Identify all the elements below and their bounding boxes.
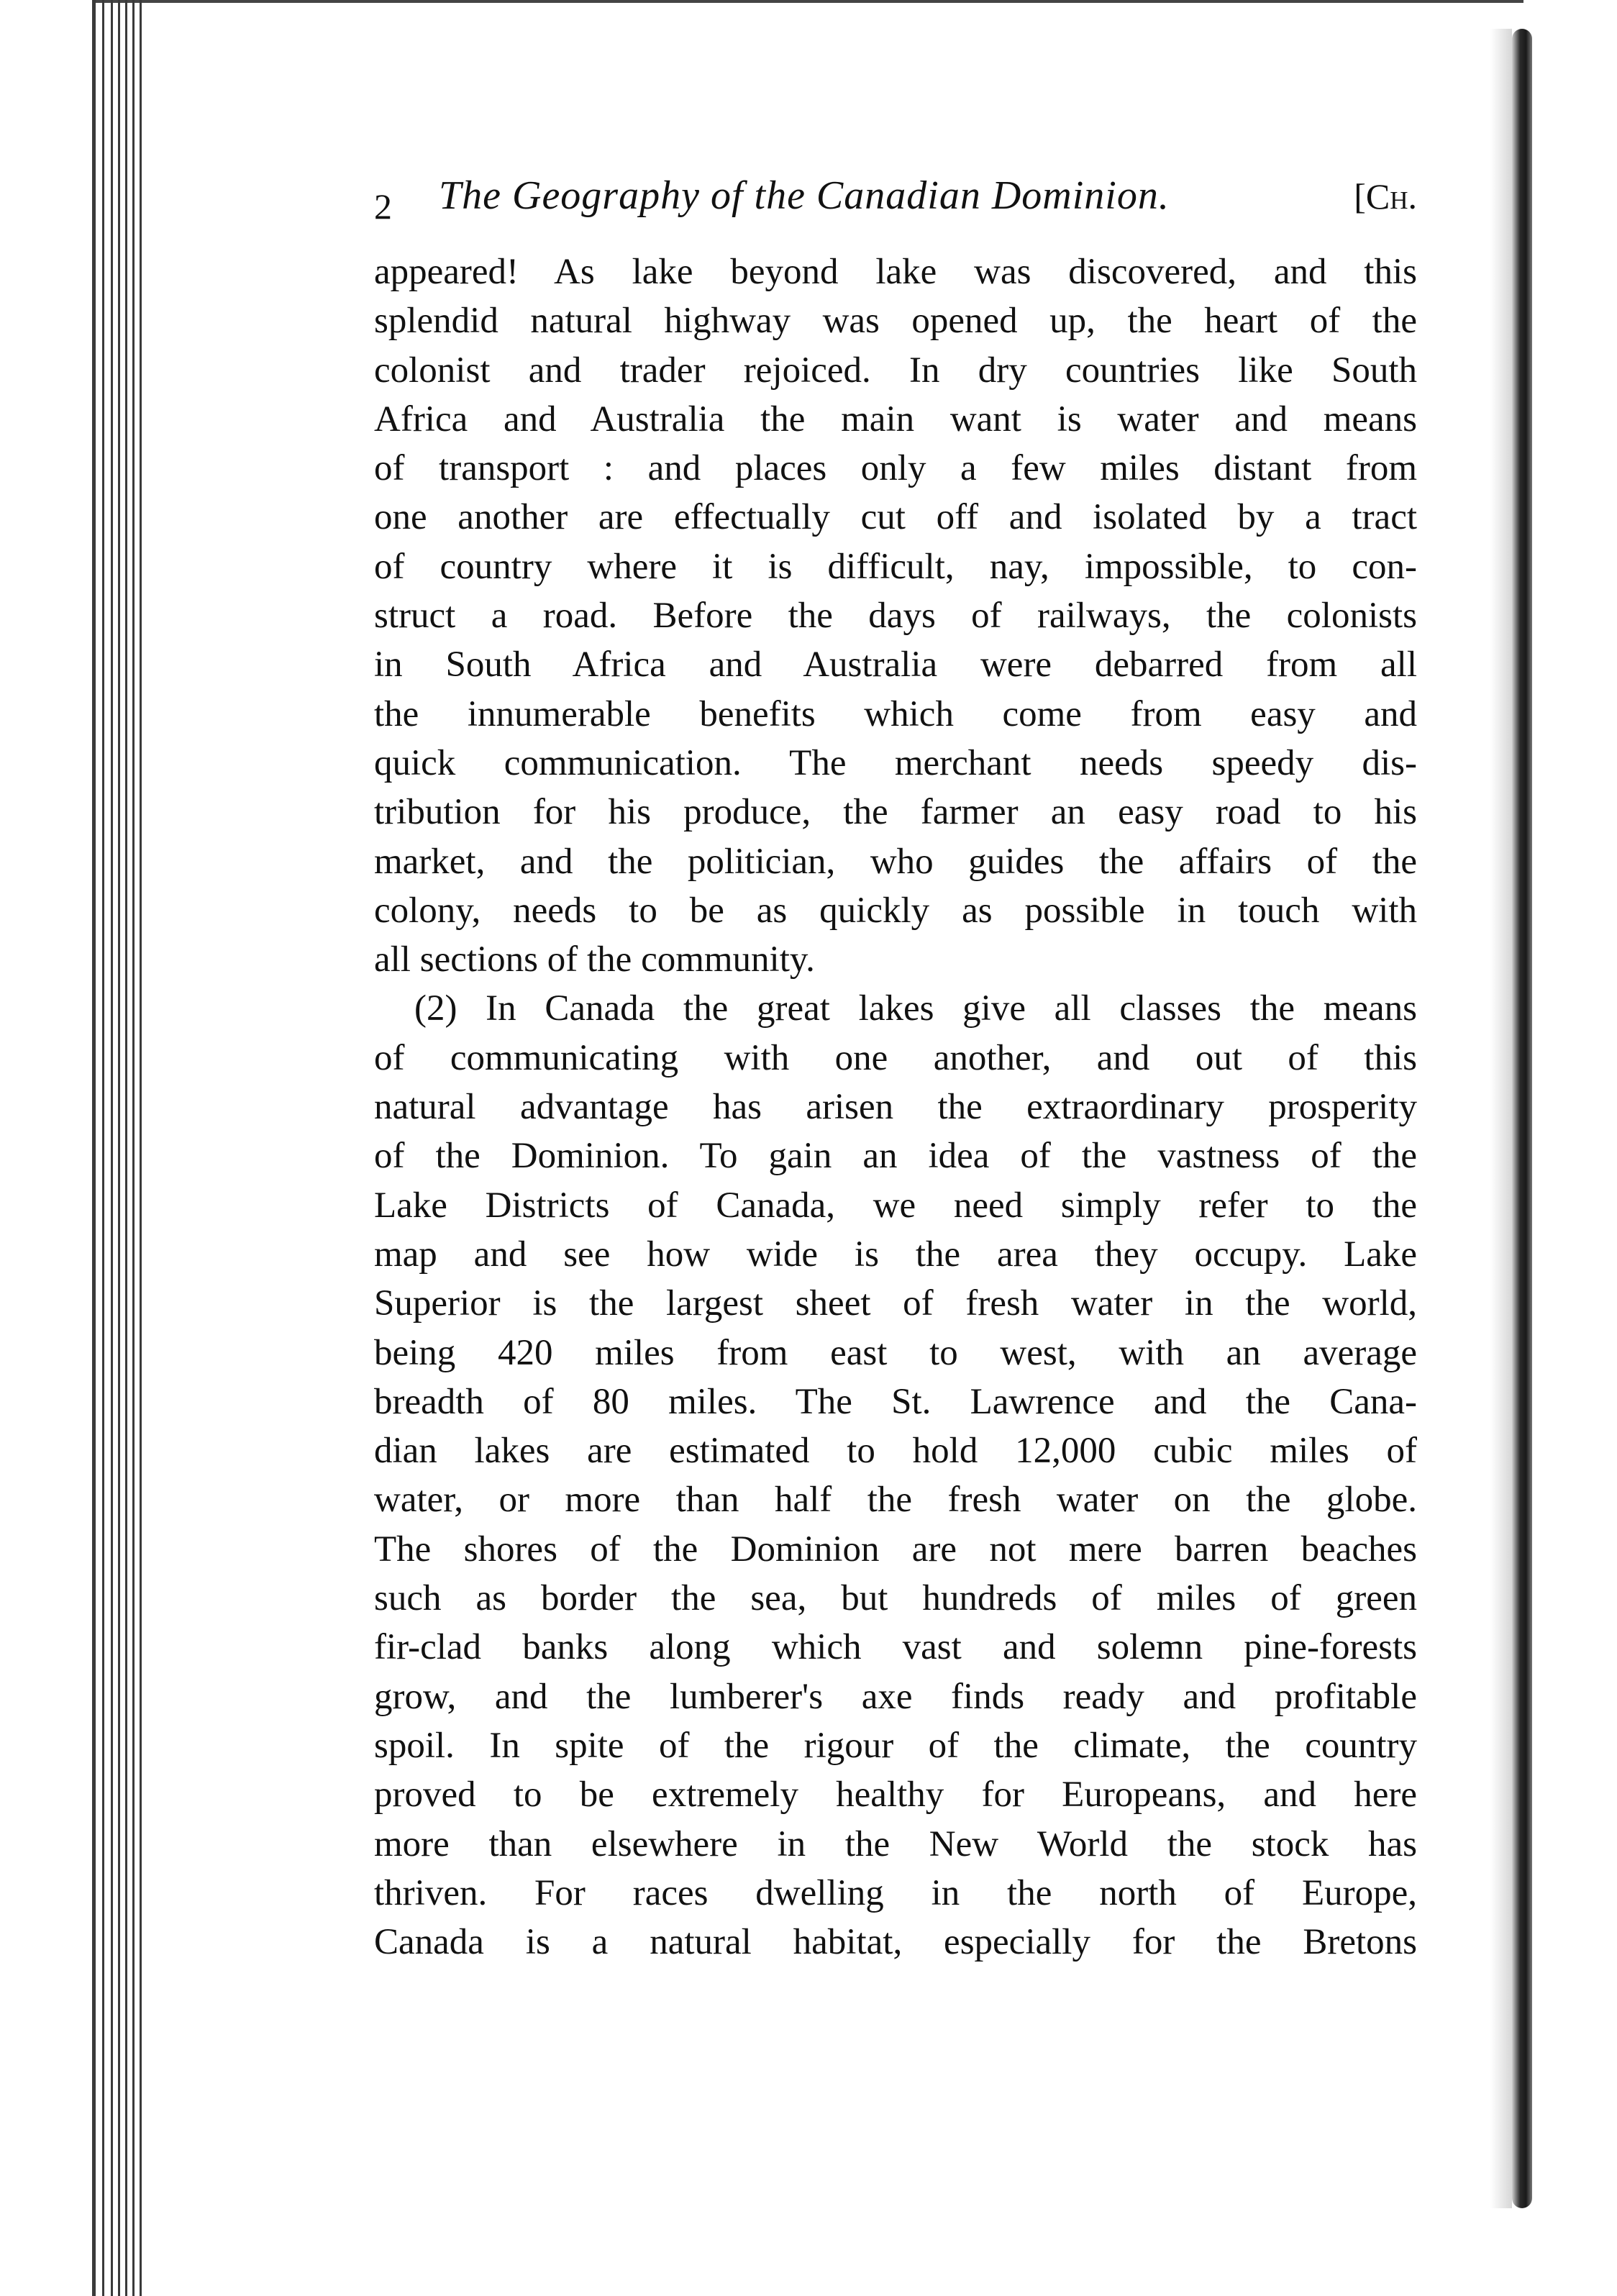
text-line: water, or more than half the fresh water on the globe. xyxy=(374,1480,1417,1521)
page-top-edge xyxy=(92,0,1523,3)
text-line: breadth of 80 miles. The St. Lawrence and the Cana- xyxy=(374,1381,1417,1422)
text-line: natural advantage has arisen the extraordinary prosperity xyxy=(374,1087,1417,1128)
text-line: thriven. For races dwelling in the north of Europe, xyxy=(374,1872,1417,1913)
text-line: map and see how wide is the area they occupy. Lake xyxy=(374,1234,1417,1275)
text-line: of country where it is difficult, nay, impossible, to con- xyxy=(374,546,1417,587)
text-line: fir-clad banks along which vast and solemn pine-forests xyxy=(374,1627,1417,1668)
text-line: in South Africa and Australia were debarred from all xyxy=(374,644,1417,685)
text-line: splendid natural highway was opened up, the heart of the xyxy=(374,301,1417,342)
text-line: such as border the sea, but hundreds of miles of green xyxy=(374,1578,1417,1619)
text-line: Lake Districts of Canada, we need simply refer to the xyxy=(374,1185,1417,1226)
text-line: grow, and the lumberer's axe finds ready and profitable xyxy=(374,1676,1417,1717)
text-line: colonist and trader rejoiced. In dry countries like South xyxy=(374,350,1417,391)
text-line: Africa and Australia the main want is water and means xyxy=(374,398,1417,439)
page-number: 2 xyxy=(374,186,392,227)
text-line: market, and the politician, who guides the affairs of the xyxy=(374,841,1417,882)
book-binding xyxy=(1512,29,1532,2208)
text-line: colony, needs to be as quickly as possible in touch with xyxy=(374,890,1417,931)
text-line: dian lakes are estimated to hold 12,000 cubic miles of xyxy=(374,1431,1417,1472)
text-line: proved to be extremely healthy for Europeans, and here xyxy=(374,1775,1417,1816)
text-line: the innumerable benefits which come from easy and xyxy=(374,693,1417,734)
text-line: all sections of the community. xyxy=(374,939,815,980)
page-edges-stack xyxy=(92,0,150,2296)
text-line: appeared! As lake beyond lake was discovered, and this xyxy=(374,252,1417,292)
text-line: The shores of the Dominion are not mere barren beaches xyxy=(374,1529,1417,1570)
text-line: more than elsewhere in the New World the stock has xyxy=(374,1823,1417,1864)
text-line: spoil. In spite of the rigour of the climate, the country xyxy=(374,1725,1417,1766)
text-line: Superior is the largest sheet of fresh water in the world, xyxy=(374,1283,1417,1324)
running-header xyxy=(374,173,1417,230)
text-line: being 420 miles from east to west, with an average xyxy=(374,1332,1417,1373)
paragraph-start-line: (2) In Canada the great lakes give all classes the means xyxy=(414,988,1417,1029)
text-line: one another are effectually cut off and isolated by a tract xyxy=(374,497,1417,538)
text-line: struct a road. Before the days of railways, the colonists xyxy=(374,596,1417,637)
chapter-marker: [Ch. xyxy=(1354,176,1417,217)
book-page xyxy=(374,173,1417,1967)
text-line: Canada is a natural habitat, especially for the Bretons xyxy=(374,1922,1417,1963)
text-line: of transport : and places only a few miles distant from xyxy=(374,448,1417,489)
text-line: tribution for his produce, the farmer an easy road to his xyxy=(374,792,1417,833)
binding-shadow xyxy=(1490,29,1512,2208)
body-text xyxy=(374,247,1417,1967)
text-line: of communicating with one another, and out of this xyxy=(374,1037,1417,1078)
text-line: of the Dominion. To gain an idea of the vastness of the xyxy=(374,1136,1417,1177)
text-line: quick communication. The merchant needs speedy dis- xyxy=(374,742,1417,783)
running-title: The Geography of the Canadian Dominion. xyxy=(439,173,1170,218)
